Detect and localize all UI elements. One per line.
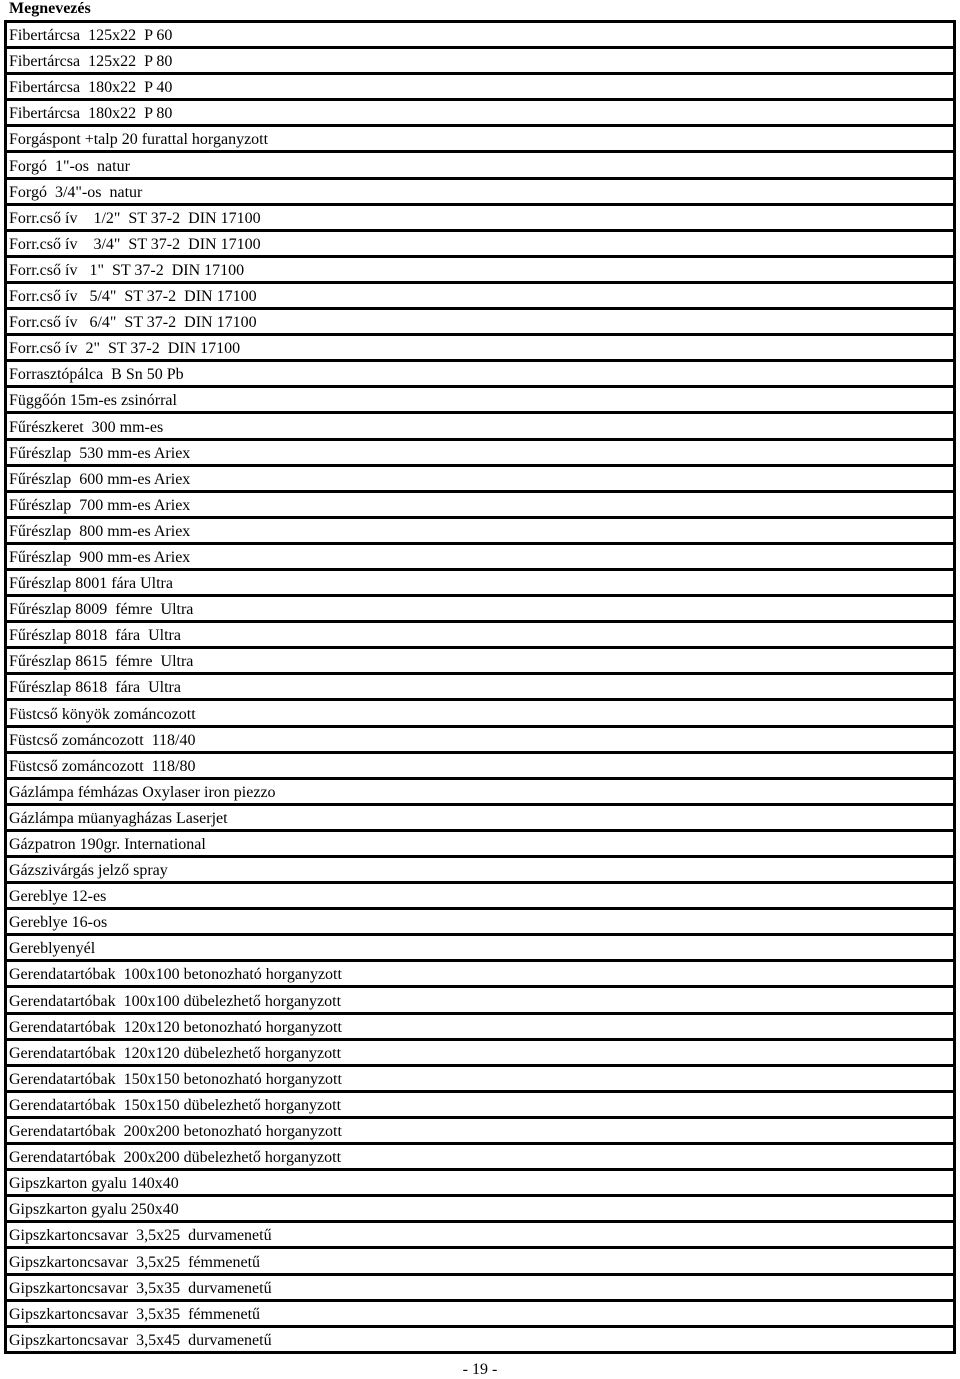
table-row bbox=[7, 1197, 953, 1223]
product-name-cell: Gereblye 16-os bbox=[9, 914, 108, 932]
product-name-cell: Gipszkarton gyalu 250x40 bbox=[9, 1201, 179, 1219]
product-name-cell: Gázpatron 190gr. International bbox=[9, 836, 206, 853]
table-row bbox=[7, 962, 953, 988]
product-name-cell: Fibertárcsa 180x22 P 80 bbox=[9, 105, 173, 123]
product-name-cell: Forr.cső ív 2" ST 37-2 DIN 17100 bbox=[9, 340, 241, 358]
product-name-cell: Gipszkartoncsavar 3,5x45 durvamenetű bbox=[9, 1331, 272, 1349]
table-row bbox=[7, 1302, 953, 1328]
table-row bbox=[7, 153, 953, 179]
product-name-cell: Gázlámpa fémházas Oxylaser iron piezzo bbox=[9, 783, 276, 801]
product-name-cell: Gipszkartoncsavar 3,5x35 durvamenetű bbox=[9, 1279, 272, 1297]
product-name-cell: Fibertárcsa 125x22 P 60 bbox=[9, 27, 173, 45]
product-name-cell: Fűrészlap 8618 fára Ultra bbox=[9, 679, 181, 697]
product-name-cell: Fűrészlap 8615 fémre Ultra bbox=[9, 653, 194, 671]
table-row bbox=[7, 284, 953, 310]
product-name-cell: Gerendatartóbak 120x120 betonozható horganyzott bbox=[9, 1018, 342, 1036]
product-name-cell: Fűrészlap 8001 fára Ultra bbox=[9, 575, 173, 593]
product-name-cell: Gázlámpa müanyagházas Laserjet bbox=[9, 809, 228, 827]
product-name-cell: Gerendatartóbak 120x120 dübelezhető horganyzott bbox=[9, 1044, 342, 1062]
product-name-cell: Forr.cső ív 1" ST 37-2 DIN 17100 bbox=[9, 261, 245, 279]
product-name-cell: Gerendatartóbak 150x150 dübelezhető horganyzott bbox=[9, 1096, 342, 1114]
product-table bbox=[4, 20, 956, 1354]
product-name-cell: Forr.cső ív 6/4" ST 37-2 DIN 17100 bbox=[9, 314, 257, 332]
product-name-cell: Forgáspont +talp 20 furattal horganyzott bbox=[9, 131, 269, 149]
product-name-cell: Füstcső zománcozott 118/80 bbox=[9, 757, 196, 775]
table-row bbox=[7, 232, 953, 258]
table-row bbox=[7, 467, 953, 493]
table-row bbox=[7, 519, 953, 545]
table-row bbox=[7, 362, 953, 388]
product-name-cell: Gipszkarton gyalu 140x40 bbox=[9, 1175, 179, 1193]
table-row bbox=[7, 701, 953, 727]
product-name-cell: Gerendatartóbak 150x150 betonozható horganyzott bbox=[9, 1070, 342, 1088]
table-row bbox=[7, 597, 953, 623]
table-row bbox=[7, 858, 953, 884]
table-row bbox=[7, 910, 953, 936]
column-header: Megnevezés bbox=[9, 0, 91, 17]
product-name-cell: Forgó 1"-os natur bbox=[9, 157, 130, 175]
table-row bbox=[7, 1145, 953, 1171]
product-name-cell: Gipszkartoncsavar 3,5x35 fémmenetű bbox=[9, 1305, 261, 1323]
table-row bbox=[7, 414, 953, 440]
table-row bbox=[7, 336, 953, 362]
product-name-cell: Gázszivárgás jelző spray bbox=[9, 862, 168, 880]
product-name-cell: Gerendatartóbak 200x200 betonozható horganyzott bbox=[9, 1123, 342, 1141]
table-row bbox=[7, 23, 953, 49]
product-name-cell: Forr.cső ív 3/4" ST 37-2 DIN 17100 bbox=[9, 235, 261, 253]
table-row bbox=[7, 1171, 953, 1197]
table-row bbox=[7, 675, 953, 701]
table-row bbox=[7, 988, 953, 1014]
product-name-cell: Gerendatartóbak 200x200 dübelezhető horganyzott bbox=[9, 1149, 342, 1167]
table-row bbox=[7, 1067, 953, 1093]
table-row bbox=[7, 101, 953, 127]
product-name-cell: Fűrészlap 900 mm-es Ariex bbox=[9, 548, 191, 566]
table-row bbox=[7, 623, 953, 649]
table-row bbox=[7, 754, 953, 780]
product-name-cell: Fűrészlap 8009 fémre Ultra bbox=[9, 601, 194, 619]
product-name-cell: Gerendatartóbak 100x100 dübelezhető horganyzott bbox=[9, 992, 342, 1010]
product-name-cell: Gerendatartóbak 100x100 betonozható horganyzott bbox=[9, 966, 342, 984]
table-row bbox=[7, 206, 953, 232]
table-row bbox=[7, 780, 953, 806]
product-name-cell: Fűrészlap 800 mm-es Ariex bbox=[9, 522, 191, 540]
table-row bbox=[7, 1041, 953, 1067]
table-row bbox=[7, 1093, 953, 1119]
product-name-cell: Fibertárcsa 125x22 P 80 bbox=[9, 53, 173, 71]
product-name-cell: Füstcső zománcozott 118/40 bbox=[9, 731, 196, 749]
product-name-cell: Füstcső könyök zománcozott bbox=[9, 705, 196, 723]
table-row bbox=[7, 75, 953, 101]
product-name-cell: Fűrészlap 700 mm-es Ariex bbox=[9, 496, 191, 514]
product-name-cell: Gipszkartoncsavar 3,5x25 fémmenetű bbox=[9, 1253, 261, 1271]
product-name-cell: Forr.cső ív 1/2" ST 37-2 DIN 17100 bbox=[9, 209, 261, 227]
product-name-cell: Fibertárcsa 180x22 P 40 bbox=[9, 79, 173, 97]
product-name-cell: Gipszkartoncsavar 3,5x25 durvamenetű bbox=[9, 1227, 272, 1245]
page-number: - 19 - bbox=[462, 1361, 498, 1378]
table-row bbox=[7, 1328, 953, 1354]
product-name-cell: Fűrészlap 600 mm-es Ariex bbox=[9, 470, 191, 488]
table-row bbox=[7, 936, 953, 962]
product-name-cell: Forgó 3/4"-os natur bbox=[9, 183, 143, 201]
product-name-cell: Fűrészlap 8018 fára Ultra bbox=[9, 627, 181, 645]
table-row bbox=[7, 1223, 953, 1249]
table-row bbox=[7, 806, 953, 832]
table-row bbox=[7, 388, 953, 414]
product-name-cell: Függőón 15m-es zsinórral bbox=[9, 392, 177, 410]
table-row bbox=[7, 728, 953, 754]
product-name-cell: Gereblye 12-es bbox=[9, 888, 107, 906]
table-row bbox=[7, 649, 953, 675]
product-name-cell: Forrasztópálca B Sn 50 Pb bbox=[9, 366, 184, 384]
table-row bbox=[7, 1015, 953, 1041]
table-row bbox=[7, 1249, 953, 1275]
product-name-cell: Fűrészlap 530 mm-es Ariex bbox=[9, 444, 191, 462]
table-row bbox=[7, 1276, 953, 1302]
product-name-cell: Fűrészkeret 300 mm-es bbox=[9, 418, 164, 436]
table-row bbox=[7, 493, 953, 519]
table-row bbox=[7, 49, 953, 75]
table-row bbox=[7, 832, 953, 858]
table-row bbox=[7, 545, 953, 571]
table-row bbox=[7, 127, 953, 153]
table-row bbox=[7, 258, 953, 284]
table-row bbox=[7, 884, 953, 910]
product-name-cell: Forr.cső ív 5/4" ST 37-2 DIN 17100 bbox=[9, 288, 257, 306]
table-row bbox=[7, 180, 953, 206]
product-name-cell: Gereblyenyél bbox=[9, 940, 96, 958]
table-row bbox=[7, 571, 953, 597]
table-row bbox=[7, 441, 953, 467]
table-row bbox=[7, 1119, 953, 1145]
table-row bbox=[7, 310, 953, 336]
